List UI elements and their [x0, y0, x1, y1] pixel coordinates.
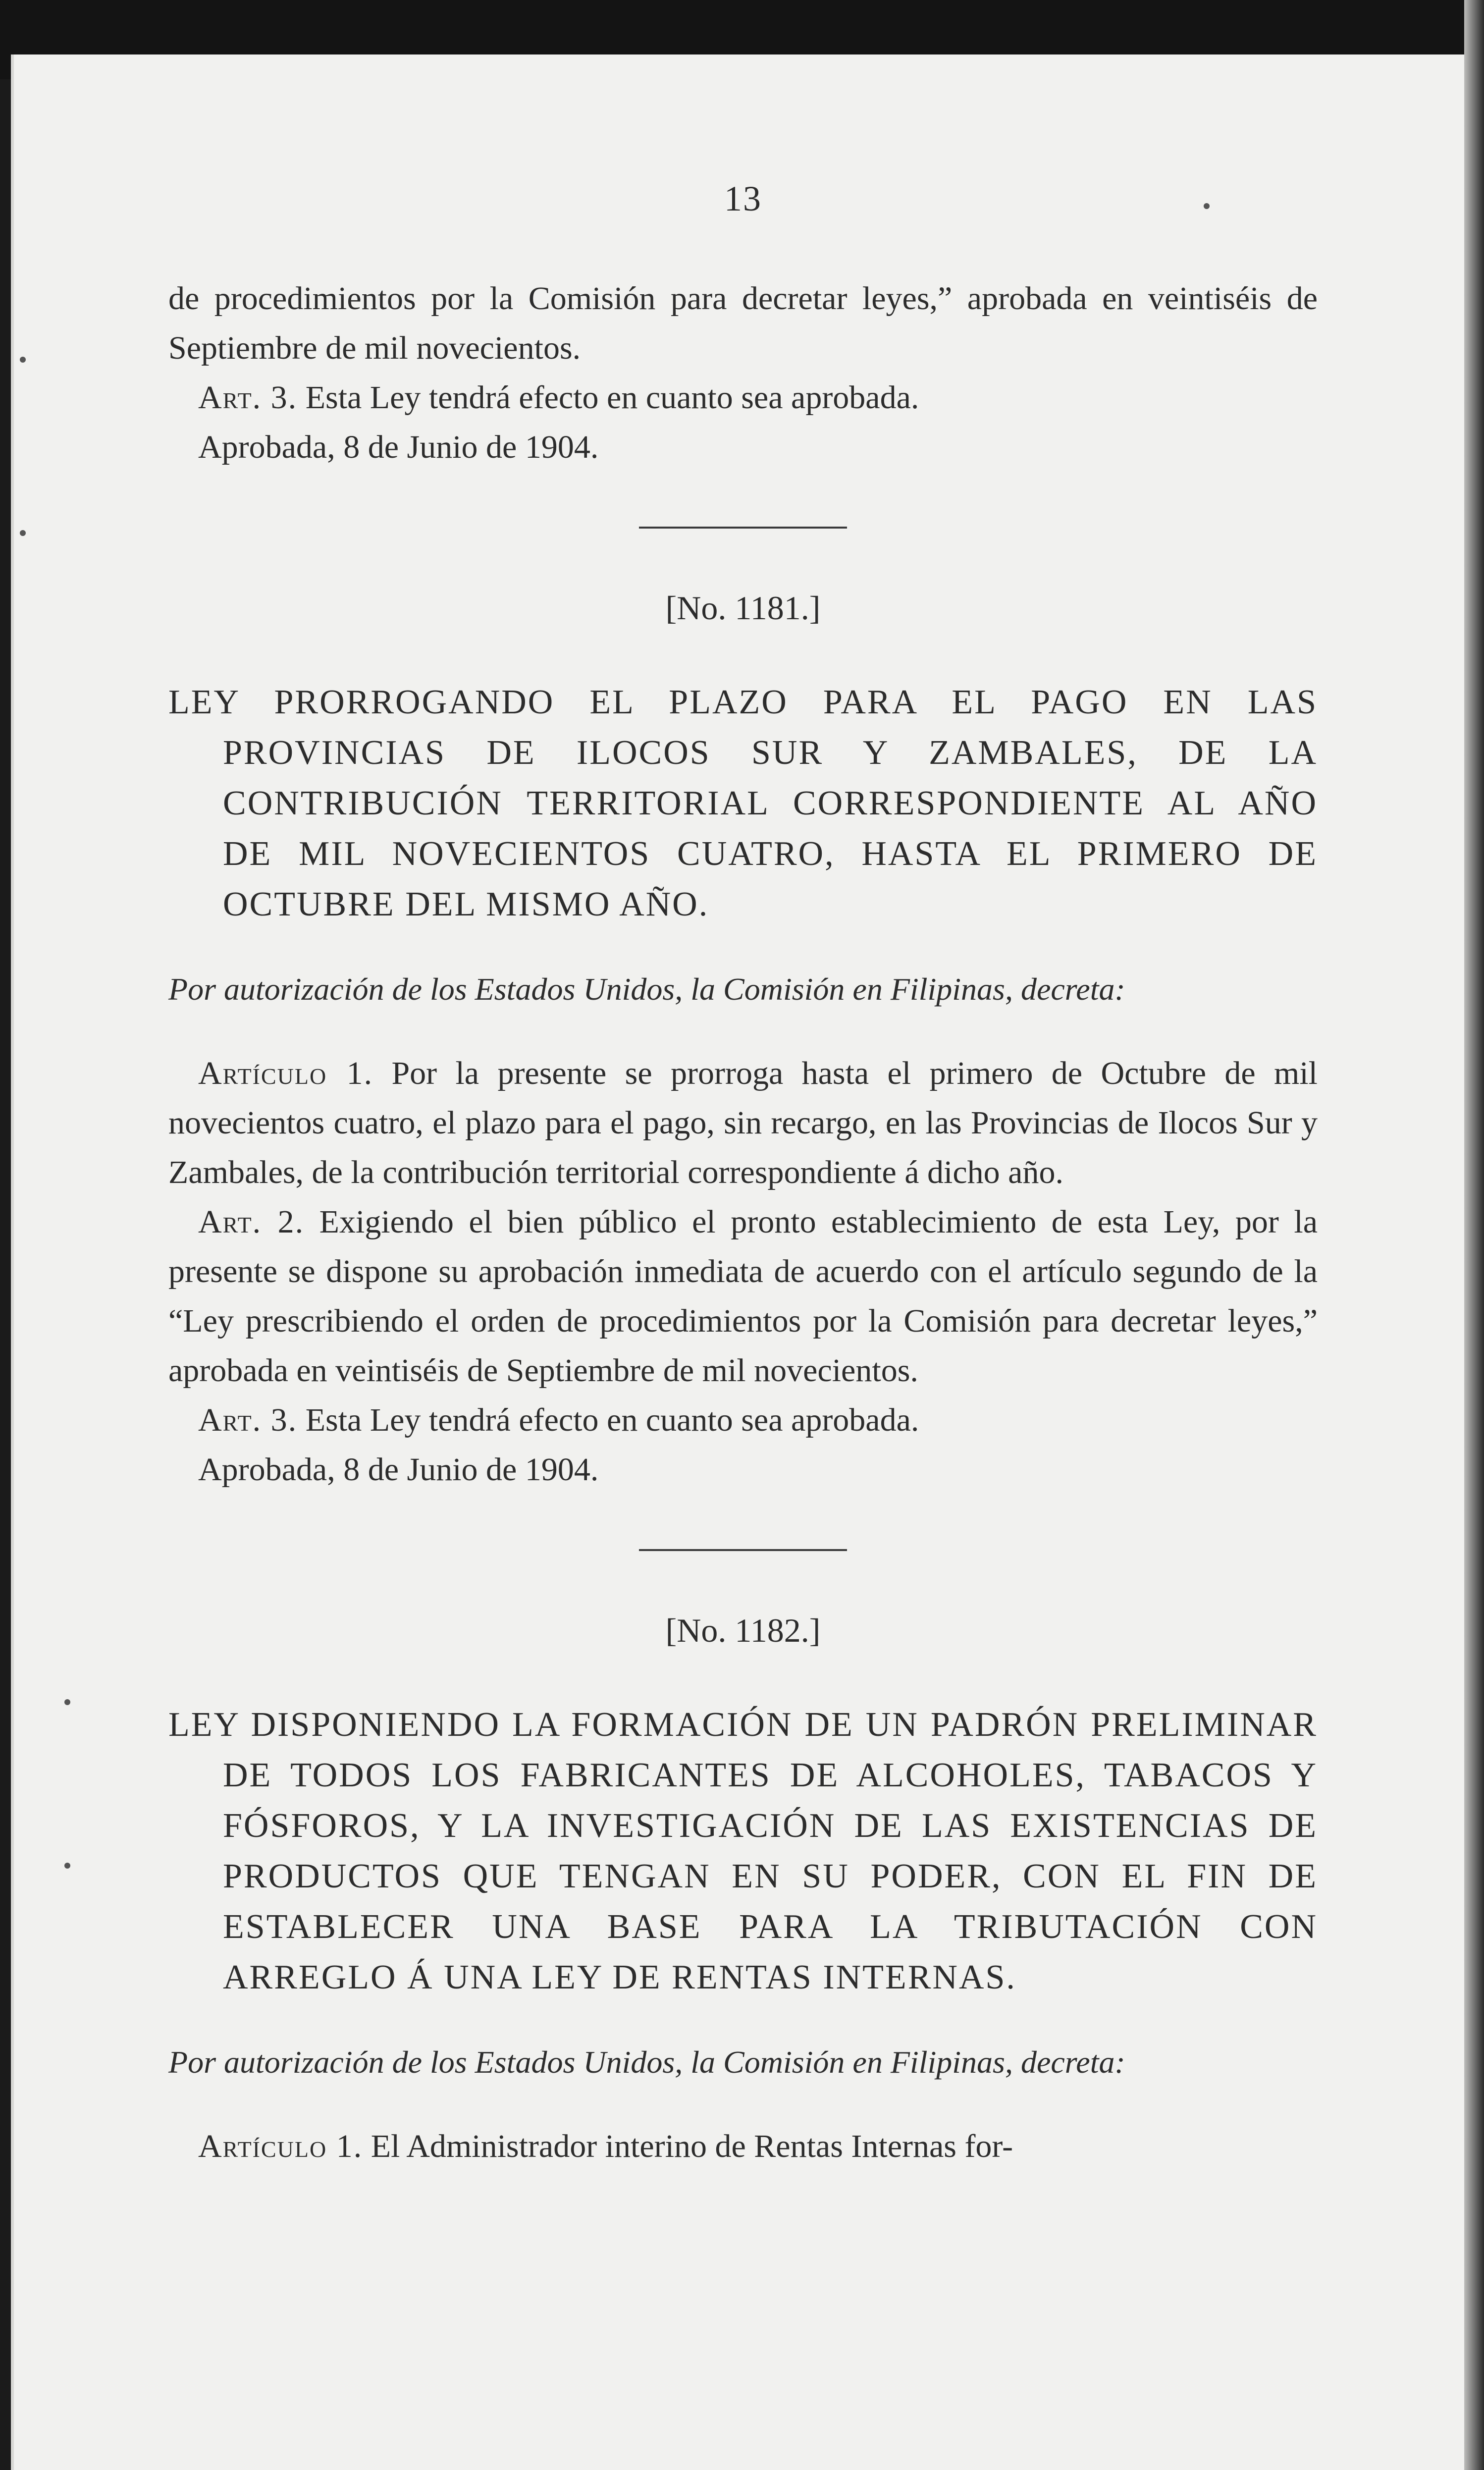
- article-text: Por la presente se prorroga hasta el primero de Octubre de mil novecientos cuatro, el plazo para el pago, sin recargo, en las Provincias de Ilocos Sur y Zambales, de la contribución territorial correspondiente á dicho año.: [168, 1055, 1318, 1190]
- article-1: [168, 2122, 1318, 2171]
- article-1: [168, 1049, 1318, 1197]
- law-title: LEY PRORROGANDO EL PLAZO PARA EL PAGO EN LAS PROVINCIAS DE ILOCOS SUR Y ZAMBALES, DE LA CONTRIBUCIÓN TERRITORIAL CORRESPONDIENTE AL AÑO DE MIL NOVECIENTOS CUATRO, HASTA EL PRIMERO DE OCTUBRE DEL MISMO AÑO.: [168, 683, 1318, 923]
- law-1182: [168, 1606, 1318, 2171]
- approval-date: Aprobada, 8 de Junio de 1904.: [198, 429, 599, 465]
- law-number: [No. 1181.]: [665, 589, 821, 627]
- article-label: Art. 2.: [198, 1204, 305, 1240]
- article-2: [168, 1197, 1318, 1396]
- law-1181: [168, 583, 1318, 1495]
- article-label: Art. 3.: [198, 379, 298, 416]
- article-text: El Administrador interino de Rentas Internas for-: [371, 2128, 1013, 2164]
- scan-right-edge: [1464, 0, 1484, 2470]
- scan-speck: [20, 357, 26, 363]
- enacting-clause: Por autorización de los Estados Unidos, la Comisión en Filipinas, decreta:: [168, 2044, 1125, 2080]
- enacting-clause: Por autorización de los Estados Unidos, la Comisión en Filipinas, decreta:: [168, 971, 1125, 1007]
- scan-speck: [64, 1699, 70, 1705]
- article-label: Artículo 1.: [198, 1055, 373, 1091]
- article-text: Esta Ley tendrá efecto en cuanto sea aprobada.: [305, 1402, 919, 1438]
- article-3: [168, 1396, 1318, 1445]
- law-title: LEY DISPONIENDO LA FORMACIÓN DE UN PADRÓN PRELIMINAR DE TODOS LOS FABRICANTES DE ALCOHOLES, TABACOS Y FÓSFOROS, Y LA INVESTIGACIÓN DE LAS EXISTENCIAS DE PRODUCTOS QUE TENGAN EN SU PODER, CON EL FIN DE ESTABLECER UNA BASE PARA LA TRIBUTACIÓN CON ARREGLO Á UNA LEY DE RENTAS INTERNAS.: [168, 1706, 1318, 1996]
- article-text: Esta Ley tendrá efecto en cuanto sea aprobada.: [305, 379, 919, 416]
- scan-speck: [20, 530, 26, 536]
- article-text: Exigiendo el bien público el pronto establecimiento de esta Ley, por la presente se dispone su aprobación inmediata de acuerdo con el artículo segundo de la “Ley prescribiendo el orden de procedimientos por la Comisión para decretar leyes,” aprobada en veintiséis de Septiembre de mil novecientos.: [168, 1204, 1318, 1389]
- section-divider: [639, 527, 847, 529]
- law-number: [No. 1182.]: [665, 1611, 821, 1649]
- scan-speck: [64, 1863, 70, 1869]
- continuation-text: de procedimientos por la Comisión para decretar leyes,” aprobada en veintiséis de Septiembre de mil novecientos.: [168, 280, 1318, 366]
- article-label: Artículo 1.: [198, 2128, 363, 2164]
- page-content: [168, 178, 1318, 2171]
- article-3: [168, 373, 1318, 423]
- page-number: 13: [724, 179, 762, 218]
- approval-date: Aprobada, 8 de Junio de 1904.: [198, 1451, 599, 1488]
- section-divider: [639, 1549, 847, 1551]
- continuation-section: [168, 274, 1318, 472]
- article-label: Art. 3.: [198, 1402, 298, 1438]
